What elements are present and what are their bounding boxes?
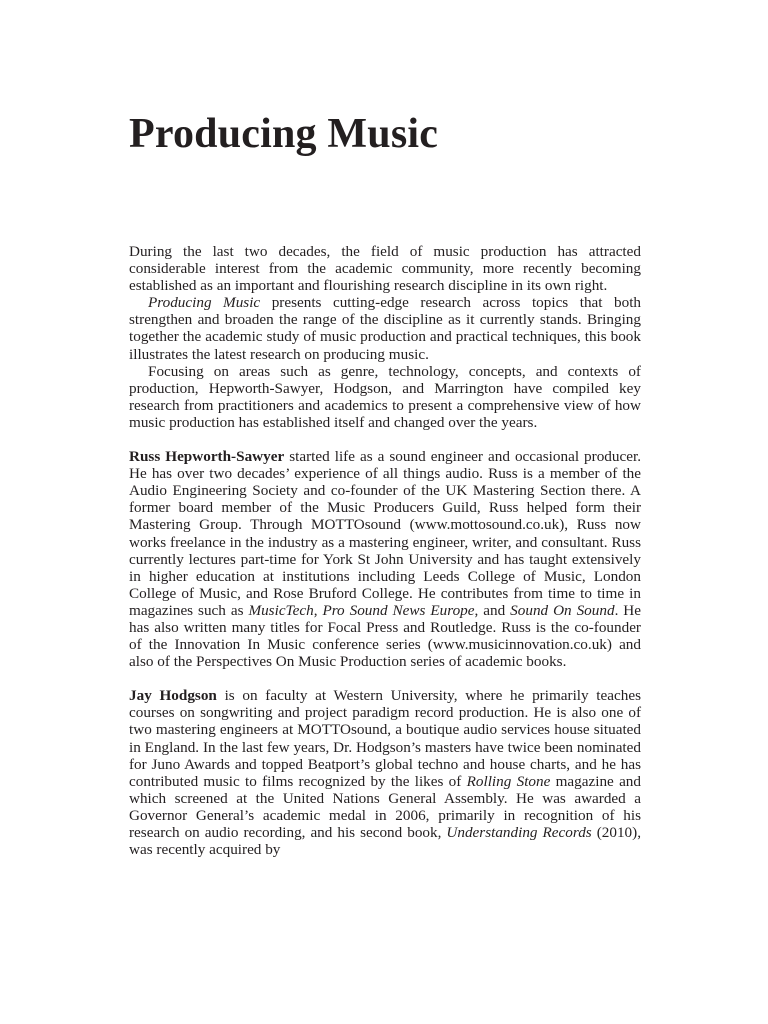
body-text — [129, 243, 641, 858]
page-title: Producing Music — [129, 111, 439, 157]
bio-jay-hodgson — [129, 687, 641, 858]
bio-text: is on faculty at Western University, where he primarily teaches courses on songwriting and project paradigm record production. He is also one of two mastering engineers at MOTTOsound, a boutique audio services house situated in England. In the last few years, Dr. Hodgson’s masters have twice been nominated for Juno Awards and topped Beatport’s global techno and house charts, and he has contributed music to films recognized by the likes of — [129, 687, 641, 790]
bio-text: (2010), was recently acquired by — [129, 824, 641, 859]
magazine-title: Sound On Sound — [510, 601, 615, 619]
bio-text: , — [313, 601, 323, 619]
description-paragraph-2 — [129, 294, 641, 362]
magazine-title: Rolling Stone — [466, 772, 551, 790]
magazine-title: MusicTech — [248, 601, 314, 619]
bio-russ-hepworth-sawyer — [129, 448, 641, 670]
bio-text: , and — [474, 601, 511, 619]
magazine-title: Pro Sound News Europe — [322, 601, 475, 619]
book-title-italic: Producing Music — [148, 294, 261, 312]
bio-name: Jay Hodgson — [129, 687, 217, 705]
description-paragraph-3: Focusing on areas such as genre, technology, concepts, and contexts of production, Hepworth-Sawyer, Hodgson, and Marrington have compiled key research from practitioners and academics to present a comprehensive view of how music production has established itself and changed over the years. — [129, 362, 641, 431]
book-title-italic: Understanding Records — [446, 824, 592, 841]
bio-text: started life as a sound engineer and occasional producer. He has over two decades’ experience of all things audio. Russ is a member of the Audio Engineering Society and co-founder of the UK Mastering Section there. A former board member of the Music Producers Guild, Russ helped form their Mastering Group. Through MOTTOsound (www.mottosound.co.uk), Russ now works freelance in the industry as a mastering engineer, writer, and consultant. Russ currently lectures part-time for York St John University and has taught extensively in higher education at institutions including Leeds College of Music, London College of Music, and Rose Bruford College. He contributes from time to time in magazines such as — [129, 448, 641, 619]
description-paragraph-2-text: presents cutting-edge research across topics that both strengthen and broaden the range of the discipline as it currently stands. Bringing together the academic study of music production and practical techniques, this book illustrates the latest research on producing music. — [129, 294, 642, 363]
description-paragraph-1: During the last two decades, the field of music production has attracted considerable interest from the academic community, more recently becoming established as an important and flourishing research discipline in its own right. — [129, 243, 641, 295]
bio-text: . He has also written many titles for Focal Press and Routledge. Russ is the co-founder of the Innovation In Music conference series (www.musicinnovation.co.uk) and also of the Perspectives On Music Production series of academic books. — [129, 601, 642, 671]
bio-text: magazine and which screened at the United Nations General Assembly. He was awarded a Governor General’s academic medal in 2006, primarily in recognition of his research on audio recording, and his second book, — [129, 772, 641, 841]
bio-name: Russ Hepworth-Sawyer — [129, 448, 285, 466]
